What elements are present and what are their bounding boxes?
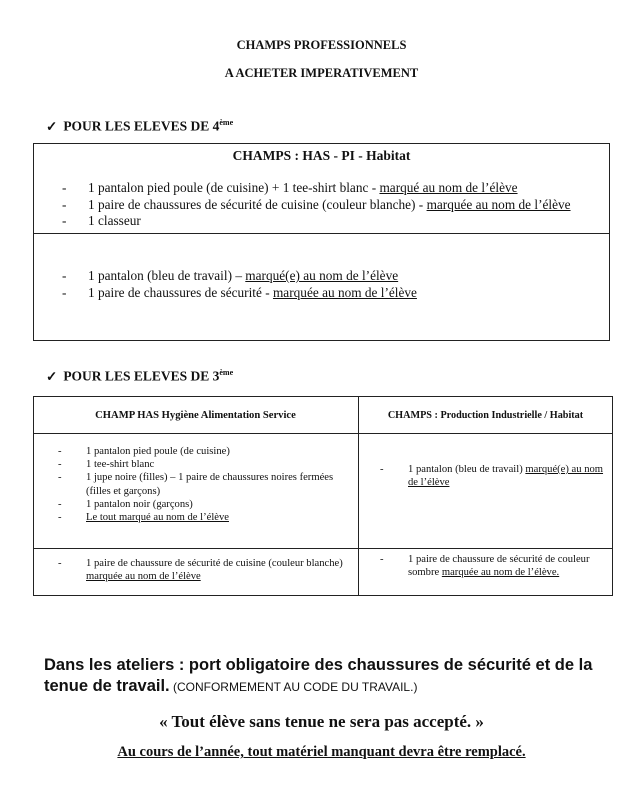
footer-notice-bold: Dans les ateliers : port obligatoire des chaussures de sécurité et de la tenue de travail. xyxy=(44,656,593,696)
list-item: - 1 paire de chaussures de sécurité de cuisine (couleur blanche) - marquée au nom de l’élève xyxy=(62,197,612,214)
list-3eme-has xyxy=(58,445,356,524)
list-item: - 1 pantalon pied poule (de cuisine) xyxy=(58,445,356,458)
footer-notice xyxy=(44,655,604,698)
section-heading-text: POUR LES ELEVES DE 4 xyxy=(63,118,220,134)
list-item: - Le tout marqué au nom de l’élève xyxy=(58,511,356,524)
list-item: - 1 paire de chaussures de sécurité - marquée au nom de l’élève xyxy=(62,285,612,302)
list-4eme-group1 xyxy=(62,180,612,230)
list-item: - 1 pantalon (bleu de travail) marqué(e) au nom de l’élève xyxy=(380,463,605,489)
checkmark-icon: ✓ xyxy=(46,368,58,384)
section-heading-4eme xyxy=(46,118,233,135)
list-item: - 1 paire de chaussure de sécurité de cuisine (couleur blanche) marquée au nom de l’élève xyxy=(58,557,350,583)
list-4eme-group2 xyxy=(62,268,612,301)
footer-warning: Au cours de l’année, tout matériel manquant devra être remplacé. xyxy=(117,744,526,760)
list-item: - 1 pantalon (bleu de travail) – marqué(e) au nom de l’élève xyxy=(62,268,612,285)
row-divider xyxy=(33,548,613,549)
section-heading-sup: ème xyxy=(219,118,234,127)
list-item: - 1 pantalon pied poule (de cuisine) + 1 tee-shirt blanc - marqué au nom de l’élève xyxy=(62,180,612,197)
list-3eme-pi-habitat-bottom xyxy=(380,553,605,579)
footer-notice-normal: (CONFORMEMENT AU CODE DU TRAVAIL.) xyxy=(169,680,418,695)
page-title: CHAMPS PROFESSIONNELS xyxy=(236,38,407,52)
section-heading-text: POUR LES ELEVES DE 3 xyxy=(63,368,220,384)
divider xyxy=(33,233,610,234)
column-header-pi-habitat: CHAMPS : Production Industrielle / Habitat xyxy=(387,410,584,421)
column-header-has: CHAMP HAS Hygiène Alimentation Service xyxy=(95,410,296,421)
list-item: - 1 classeur xyxy=(62,213,612,230)
list-3eme-pi-habitat xyxy=(380,463,605,489)
section-heading-3eme xyxy=(46,368,233,385)
list-item: - 1 pantalon noir (garçons) xyxy=(58,498,356,511)
page-subtitle: A ACHETER IMPERATIVEMENT xyxy=(224,66,419,80)
column-divider xyxy=(358,396,359,596)
list-item: - 1 tee-shirt blanc xyxy=(58,458,356,471)
list-item: - 1 jupe noire (filles) – 1 paire de chaussures noires fermées (filles et garçons) xyxy=(58,471,356,497)
box-4eme xyxy=(33,143,610,341)
list-3eme-has-bottom xyxy=(58,557,350,583)
list-item: - 1 paire de chaussure de sécurité de couleur sombre marquée au nom de l’élève. xyxy=(380,553,605,579)
header-divider xyxy=(33,433,613,434)
footer-quote: « Tout élève sans tenue ne sera pas accepté. » xyxy=(159,712,484,731)
checkmark-icon: ✓ xyxy=(46,118,58,134)
box-title-4eme: CHAMPS : HAS - PI - Habitat xyxy=(232,148,411,163)
section-heading-sup: ème xyxy=(219,368,234,377)
